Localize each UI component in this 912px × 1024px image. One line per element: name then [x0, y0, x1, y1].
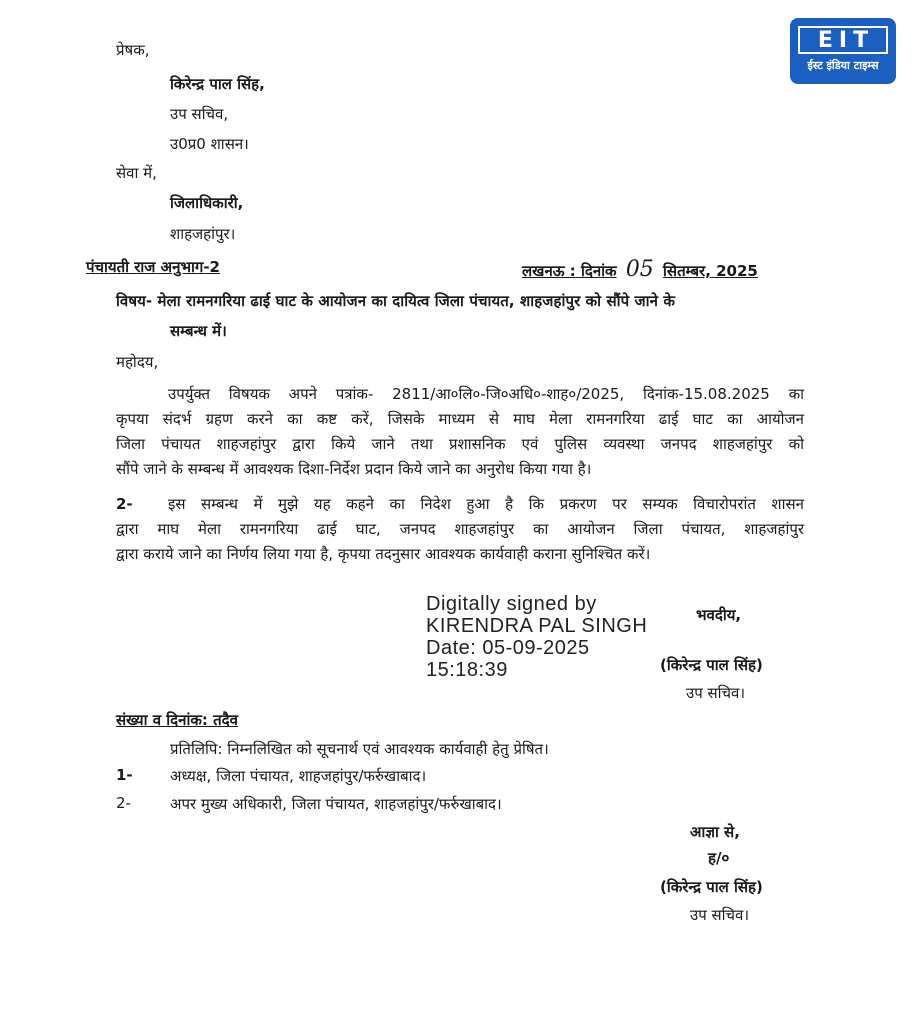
paragraph-2: [116, 492, 804, 567]
paragraph-1-line: जिला पंचायत शाहजहांपुर द्वारा किये जाने तथा प्रशासनिक एवं पुलिस व्यवस्था जनपद शाहजहांपुर को: [116, 435, 804, 453]
eit-logo: [790, 18, 896, 84]
digital-signature-line: Digitally signed by: [426, 593, 597, 615]
logo-abbr: EIT: [798, 26, 888, 54]
order-name: (किरेन्द्र पाल सिंह): [660, 878, 763, 896]
sender-name: किरेन्द्र पाल सिंह,: [170, 75, 265, 93]
salutation: महोदय,: [116, 353, 159, 371]
closing-valediction: भवदीय,: [696, 606, 742, 624]
place-date-prefix: लखनऊ : दिनांक: [522, 262, 617, 280]
closing-designation: उप सचिव।: [686, 684, 746, 702]
copy-item-number: 2-: [116, 794, 131, 812]
copy-item-text: अध्यक्ष, जिला पंचायत, शाहजहांपुर/फर्रुखाबाद।: [170, 767, 427, 785]
copy-item-number: 1-: [116, 766, 133, 784]
place-date: [522, 257, 758, 282]
paragraph-2-line: इस सम्बन्ध में मुझे यह कहने का निदेश हुआ है कि प्रकरण पर सम्यक विचारोपरांत शासन: [168, 495, 804, 513]
recipient-place: शाहजहांपुर।: [170, 225, 236, 243]
paragraph-1-line: सौंपे जाने के सम्बन्ध में आवश्यक दिशा-निर्देश प्रदान किये जाने का अनुरोध किया गया है।: [116, 460, 592, 478]
digital-signature-line: Date: 05-09-2025: [426, 637, 590, 659]
handwritten-day: 05: [625, 257, 654, 282]
recipient-label: सेवा में,: [116, 164, 157, 182]
paragraph-2-number: 2-: [116, 495, 133, 513]
department-heading: पंचायती राज अनुभाग-2: [86, 258, 220, 276]
copy-heading: संख्या व दिनांक: तदैव: [116, 711, 238, 729]
order-line-2: ह/०: [708, 849, 730, 867]
order-designation: उप सचिव।: [690, 906, 750, 924]
copy-item-text: अपर मुख्य अधिकारी, जिला पंचायत, शाहजहांपुर/फर्रुखाबाद।: [170, 795, 502, 813]
subject-line-1: विषय- मेला रामनगरिया ढाई घाट के आयोजन का दायित्व जिला पंचायत, शाहजहांपुर को सौंपे जाने के: [116, 292, 676, 310]
digital-signature-line: 15:18:39: [426, 659, 508, 681]
copy-intro: प्रतिलिपि: निम्नलिखित को सूचनार्थ एवं आवश्यक कार्यवाही हेतु प्रेषित।: [170, 740, 549, 758]
paragraph-2-line: द्वारा कराये जाने का निर्णय लिया गया है, कृपया तदनुसार आवश्यक कार्यवाही कराना सुनिश्चित करें।: [116, 545, 651, 563]
closing-name: (किरेन्द्र पाल सिंह): [660, 656, 763, 674]
place-date-month-year: सितम्बर, 2025: [663, 262, 758, 280]
paragraph-1-line: कृपया संदर्भ ग्रहण करने का कष्ट करें, जिसके माध्यम से माघ मेला रामनगरिया ढाई घाट का आयोजन: [116, 410, 804, 428]
logo-tagline: ईस्ट इंडिया टाइम्स: [807, 59, 879, 72]
subject-line-2: सम्बन्ध में।: [170, 322, 227, 340]
sender-designation: उप सचिव,: [170, 105, 229, 123]
paragraph-2-line: द्वारा माघ मेला रामनगरिया ढाई घाट, जनपद शाहजहांपुर का आयोजन जिला पंचायत, शाहजहांपुर: [116, 520, 804, 538]
paragraph-1-line: उपर्युक्त विषयक अपने पत्रांक- 2811/आ०लि०-जि०अधि०-शाह०/2025, दिनांक-15.08.2025 का: [168, 385, 804, 403]
sender-label: प्रेषक,: [116, 41, 150, 59]
sender-office: उ0प्र0 शासन।: [170, 135, 249, 153]
recipient-title: जिलाधिकारी,: [170, 194, 244, 212]
digital-signature-line: KIRENDRA PAL SINGH: [426, 615, 648, 637]
paragraph-1: [116, 382, 804, 482]
order-line-1: आज्ञा से,: [690, 823, 740, 841]
